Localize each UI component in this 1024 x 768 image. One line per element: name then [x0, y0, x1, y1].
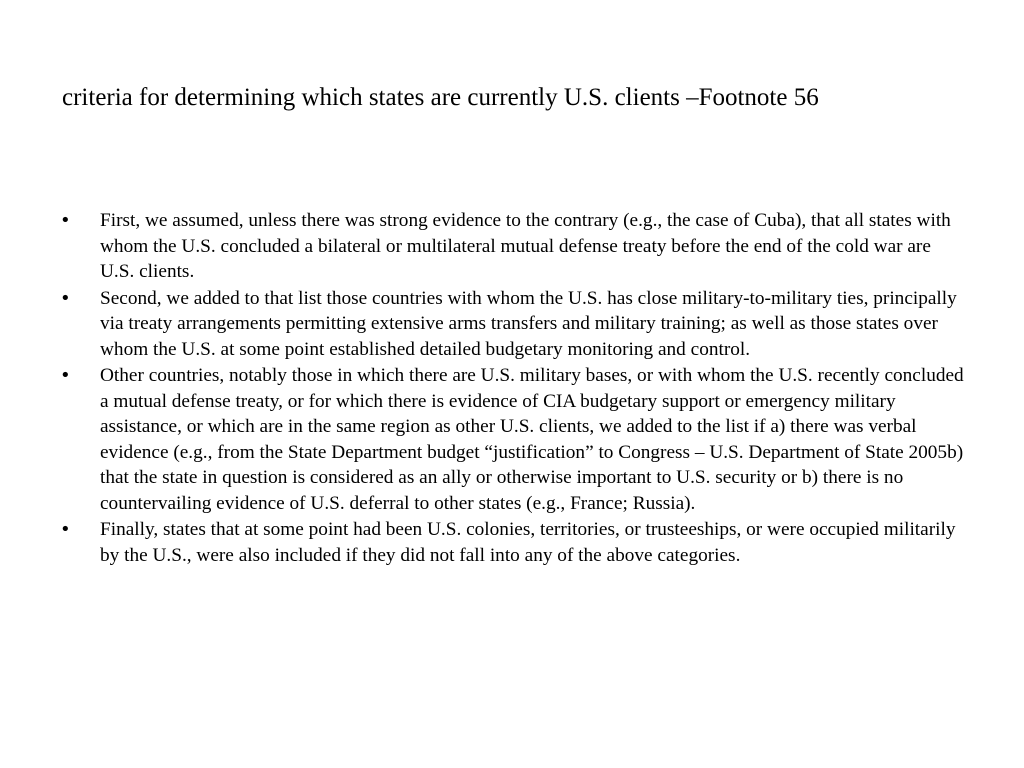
bullet-icon: •	[60, 519, 71, 540]
slide-title: criteria for determining which states are currently U.S. clients –Footnote 56	[62, 84, 819, 111]
bullet-icon: •	[60, 365, 71, 386]
bullet-item-1	[60, 208, 970, 285]
bullet-text: Finally, states that at some point had been U.S. colonies, territories, or trusteeships, or were occupied militarily by the U.S., were also included if they did not fall into any of the above categories.	[100, 519, 956, 566]
bullet-icon: •	[60, 210, 71, 231]
bullet-text: First, we assumed, unless there was strong evidence to the contrary (e.g., the case of Cuba), that all states with whom the U.S. concluded a bilateral or multilateral mutual defense treaty before the end of the cold war are U.S. clients.	[100, 210, 951, 282]
bullet-icon: •	[60, 287, 71, 309]
bullet-text: Second, we added to that list those countries with whom the U.S. has close military-to-military ties, principally via treaty arrangements permitting extensive arms transfers and military training; as well as those states over whom the U.S. at some point established detailed budgetary monitoring and control.	[100, 287, 957, 360]
bullet-text: Other countries, notably those in which there are U.S. military bases, or with whom the U.S. recently concluded a mutual defense treaty, or for which there is evidence of CIA budgetary support or emergency military assistance, or which are in the same region as other U.S. clients, we added to the list if a) there was verbal evidence (e.g., from the State Department budget “justification” to Congress – U.S. Department of State 2005b) that the state in question is considered as an ally or otherwise important to U.S. security or b) there is no countervailing evidence of U.S. deferral to other states (e.g., France; Russia).	[100, 365, 964, 514]
bullet-list	[60, 208, 970, 569]
bullet-item-2	[60, 286, 970, 363]
bullet-item-4	[60, 517, 970, 568]
bullet-item-3	[60, 363, 970, 516]
